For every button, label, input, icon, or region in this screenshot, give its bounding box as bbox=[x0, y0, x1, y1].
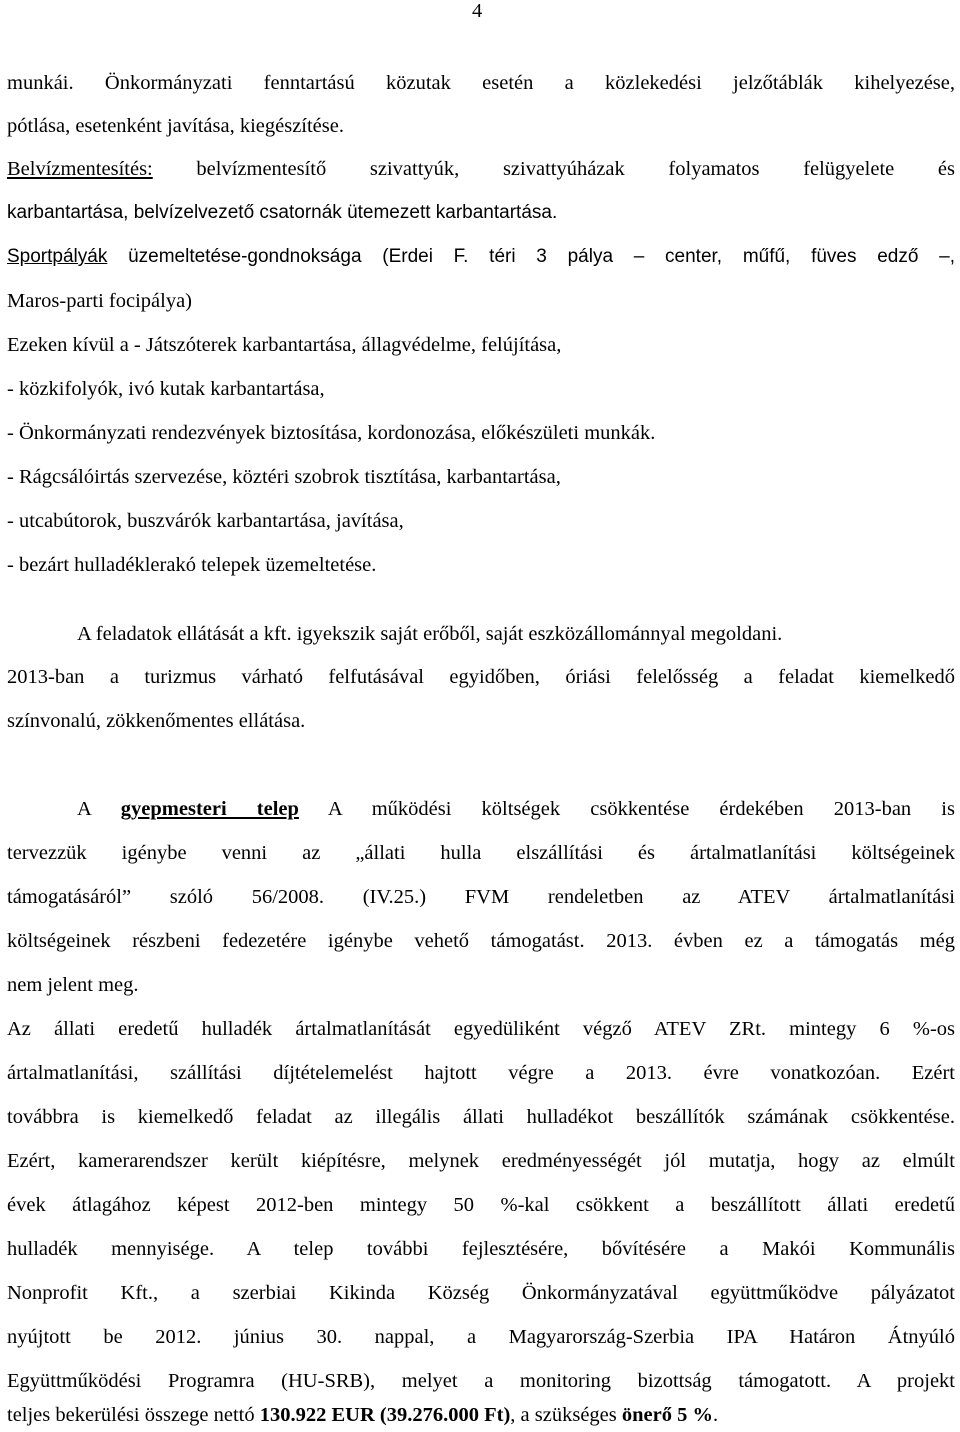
paragraph-line-24: Ezért, kamerarendszer került kiépítésre, melynek eredményességét jól mutatja, hogy az elmúlt bbox=[7, 1150, 955, 1172]
paragraph-line-4: karbantartása, belvízelvezető csatornák ütemezett karbantartása. bbox=[7, 202, 558, 223]
project-cost: 130.922 EUR (39.276.000 Ft) bbox=[259, 1404, 511, 1426]
paragraph-line-22: ártalmatlanítási, szállítási díjtételemelést hajtott végre a 2013. évre vonatkozóan. Ezért bbox=[7, 1062, 955, 1084]
paragraph-line-27: Nonprofit Kft., a szerbiai Kikinda Község Önkormányzatával együttműködve pályázatot bbox=[7, 1282, 955, 1304]
belvizmentesites-line: Belvízmentesítés: belvízmentesítő szivattyúk, szivattyúházak folyamatos felügyelete és bbox=[7, 158, 955, 180]
section-label-gyepmesteri-telep: gyepmesteri telep bbox=[120, 798, 299, 820]
paragraph-line-21: Az állati eredetű hulladék ártalmatlanítását egyedüliként végző ATEV ZRt. mintegy 6 %-os bbox=[7, 1018, 955, 1040]
section-label-belvizmentesites: Belvízmentesítés: bbox=[7, 158, 153, 180]
paragraph-line-29: Együttműködési Programra (HU-SRB), melyet a monitoring bizottság támogatott. A projekt bbox=[7, 1370, 955, 1392]
paragraph-line-18: támogatásáról” szóló 56/2008. (IV.25.) FVM rendeletben az ATEV ártalmatlanítási bbox=[7, 886, 955, 908]
paragraph-line-28: nyújtott be 2012. június 30. nappal, a Magyarország-Szerbia IPA Határon Átnyúló bbox=[7, 1326, 955, 1348]
paragraph-line-2: pótlása, esetenként javítása, kiegészítése. bbox=[7, 115, 344, 137]
list-line-8: - közkifolyók, ivó kutak karbantartása, bbox=[7, 378, 325, 400]
paragraph-line-1: munkái. Önkormányzati fenntartású közutak esetén a közlekedési jelzőtáblák kihelyezése, bbox=[7, 72, 955, 94]
paragraph-line-14: 2013-ban a turizmus várható felfutásával egyidőben, óriási felelősség a feladat kiemelkedő bbox=[7, 666, 955, 688]
list-line-12: - bezárt hulladéklerakó telepek üzemeltetése. bbox=[7, 554, 377, 576]
section-label-sportpalyak: Sportpályák bbox=[7, 246, 108, 267]
paragraph-line-19: költségeinek részbeni fedezetére igénybe vehető támogatást. 2013. évben ez a támogatás még bbox=[7, 930, 955, 952]
sportpalyak-line: Sportpályák üzemeltetése-gondnoksága (Erdei F. téri 3 pálya – center, műfű, füves edző –, bbox=[7, 246, 955, 267]
list-line-11: - utcabútorok, buszvárók karbantartása, javítása, bbox=[7, 510, 404, 532]
paragraph-line-13: A feladatok ellátását a kft. igyekszik saját erőből, saját eszközállománnyal megoldani. bbox=[77, 623, 783, 645]
paragraph-line-26: hulladék mennyisége. A telep további fejlesztésére, bővítésére a Makói Kommunális bbox=[7, 1238, 955, 1260]
paragraph-line-25: évek átlagához képest 2012-ben mintegy 50 %-kal csökkent a beszállított állati eredetű bbox=[7, 1194, 955, 1216]
gyepmester-line: A gyepmesteri telep A működési költségek csökkentése érdekében 2013-ban is bbox=[77, 798, 955, 820]
paragraph-line-30: teljes bekerülési összege nettó 130.922 EUR (39.276.000 Ft), a szükséges önerő 5 %. bbox=[7, 1404, 719, 1426]
own-contribution: önerő 5 % bbox=[621, 1404, 713, 1426]
list-line-7: Ezeken kívül a - Játszóterek karbantartása, állagvédelme, felújítása, bbox=[7, 334, 562, 356]
paragraph-line-6: Maros-parti focipálya) bbox=[7, 290, 192, 312]
paragraph-line-20: nem jelent meg. bbox=[7, 974, 139, 996]
list-line-10: - Rágcsálóirtás szervezése, köztéri szobrok tisztítása, karbantartása, bbox=[7, 466, 561, 488]
paragraph-line-15: színvonalú, zökkenőmentes ellátása. bbox=[7, 710, 306, 732]
paragraph-line-23: továbbra is kiemelkedő feladat az illegális állati hulladékot beszállítók számának csökkentése. bbox=[7, 1106, 955, 1128]
paragraph-line-17: tervezzük igénybe venni az „állati hulla elszállítási és ártalmatlanítási költségeinek bbox=[7, 842, 955, 864]
list-line-9: - Önkormányzati rendezvények biztosítása, kordonozása, előkészületi munkák. bbox=[7, 422, 656, 444]
page-number: 4 bbox=[472, 0, 483, 22]
